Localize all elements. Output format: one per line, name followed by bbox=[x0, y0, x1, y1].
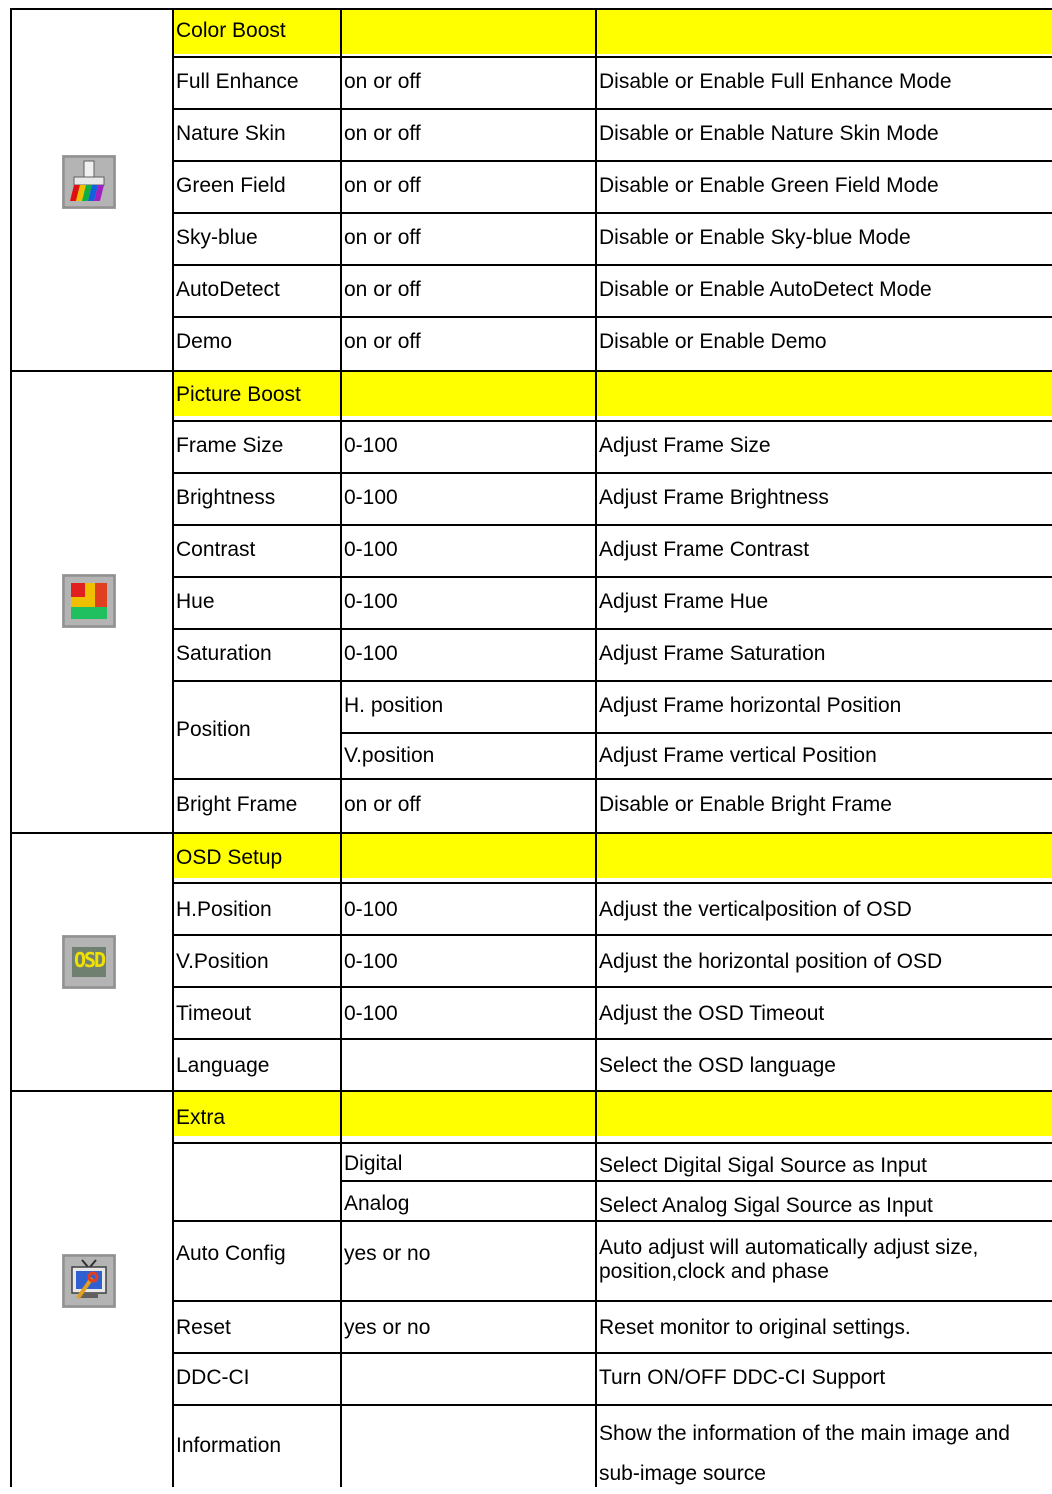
setting-description: Select the OSD language bbox=[599, 1054, 836, 1077]
setting-value: Digital bbox=[344, 1152, 403, 1175]
row-rule bbox=[172, 524, 1052, 526]
setting-name: Saturation bbox=[176, 642, 272, 665]
row-rule bbox=[172, 1352, 1052, 1354]
row-rule bbox=[340, 1180, 1052, 1182]
setting-name: Information bbox=[176, 1434, 282, 1457]
setting-name: Frame Size bbox=[176, 434, 284, 457]
setting-description: Disable or Enable Green Field Mode bbox=[599, 174, 939, 197]
setting-value: on or off bbox=[344, 330, 421, 353]
row-rule bbox=[172, 420, 1052, 422]
header-fill-extra bbox=[342, 1092, 595, 1136]
row-rule bbox=[172, 108, 1052, 110]
picture-boost-frame-icon bbox=[62, 574, 116, 628]
setting-description: Disable or Enable Sky-blue Mode bbox=[599, 226, 911, 249]
row-rule bbox=[172, 778, 1052, 780]
row-rule bbox=[172, 264, 1052, 266]
extra-tv-wrench-icon bbox=[62, 1254, 116, 1308]
setting-description: Adjust Frame Brightness bbox=[599, 486, 829, 509]
setting-value: on or off bbox=[344, 174, 421, 197]
setting-name: Language bbox=[176, 1054, 270, 1077]
setting-value: H. position bbox=[344, 694, 444, 717]
row-rule bbox=[172, 680, 1052, 682]
setting-description: Disable or Enable Demo bbox=[599, 330, 827, 353]
setting-value: yes or no bbox=[344, 1316, 431, 1339]
table-border-left bbox=[10, 8, 12, 1487]
setting-name: Reset bbox=[176, 1316, 231, 1339]
row-rule bbox=[172, 576, 1052, 578]
color-boost-brush-icon bbox=[62, 155, 116, 209]
setting-value: 0-100 bbox=[344, 1002, 398, 1025]
row-rule bbox=[172, 1300, 1052, 1302]
setting-value: on or off bbox=[344, 226, 421, 249]
osd-setup-icon bbox=[62, 935, 116, 989]
setting-name: Sky-blue bbox=[176, 226, 258, 249]
row-rule bbox=[172, 1142, 1052, 1144]
setting-value: 0-100 bbox=[344, 590, 398, 613]
setting-name: Timeout bbox=[176, 1002, 252, 1025]
header-fill-color-boost bbox=[597, 10, 1052, 54]
setting-name: Full Enhance bbox=[176, 70, 299, 93]
row-rule bbox=[172, 628, 1052, 630]
row-rule bbox=[172, 986, 1052, 988]
setting-name: Hue bbox=[176, 590, 215, 613]
setting-description: Adjust Frame horizontal Position bbox=[599, 694, 902, 717]
setting-value: on or off bbox=[344, 70, 421, 93]
setting-name: Position bbox=[176, 718, 251, 741]
setting-name: V.Position bbox=[176, 950, 269, 973]
setting-value: V.position bbox=[344, 744, 435, 767]
row-rule bbox=[172, 1038, 1052, 1040]
setting-name: AutoDetect bbox=[176, 278, 280, 301]
column-rule-2 bbox=[340, 8, 342, 1487]
setting-name: Demo bbox=[176, 330, 233, 353]
setting-value: Analog bbox=[344, 1192, 410, 1215]
header-fill-color-boost bbox=[342, 10, 595, 54]
setting-description: Show the information of the main image and sub-image source bbox=[599, 1422, 1010, 1485]
column-rule-1 bbox=[172, 8, 174, 1487]
setting-description: Disable or Enable Bright Frame bbox=[599, 793, 892, 816]
setting-description: Adjust the verticalposition of OSD bbox=[599, 898, 912, 921]
setting-name: Green Field bbox=[176, 174, 286, 197]
setting-value: 0-100 bbox=[344, 642, 398, 665]
setting-description: Disable or Enable Full Enhance Mode bbox=[599, 70, 952, 93]
setting-name: Nature Skin bbox=[176, 122, 286, 145]
row-rule bbox=[172, 1404, 1052, 1406]
setting-value: on or off bbox=[344, 793, 421, 816]
section-header-picture-boost: Picture Boost bbox=[176, 383, 301, 406]
setting-description: Adjust Frame Contrast bbox=[599, 538, 810, 561]
setting-value: on or off bbox=[344, 122, 421, 145]
setting-description: Select Analog Sigal Source as Input bbox=[599, 1194, 933, 1217]
setting-description: Turn ON/OFF DDC-CI Support bbox=[599, 1366, 886, 1389]
setting-value: 0-100 bbox=[344, 434, 398, 457]
setting-name: Bright Frame bbox=[176, 793, 298, 816]
header-fill-picture-boost bbox=[597, 372, 1052, 416]
section-header-osd-setup: OSD Setup bbox=[176, 846, 283, 869]
header-fill-extra bbox=[597, 1092, 1052, 1136]
row-rule bbox=[172, 934, 1052, 936]
setting-name: Contrast bbox=[176, 538, 256, 561]
setting-value: on or off bbox=[344, 278, 421, 301]
setting-name: Auto Config bbox=[176, 1242, 286, 1265]
setting-name: Brightness bbox=[176, 486, 276, 509]
setting-description: Adjust Frame Size bbox=[599, 434, 771, 457]
osd-icon-label: OSD bbox=[73, 948, 105, 972]
setting-name: DDC-CI bbox=[176, 1366, 250, 1389]
header-fill-osd-setup bbox=[597, 834, 1052, 878]
setting-value: yes or no bbox=[344, 1242, 431, 1265]
setting-value: 0-100 bbox=[344, 898, 398, 921]
row-rule bbox=[340, 732, 1052, 734]
row-rule bbox=[172, 316, 1052, 318]
setting-description: Select Digital Sigal Source as Input bbox=[599, 1154, 928, 1177]
row-rule bbox=[172, 472, 1052, 474]
row-rule bbox=[172, 56, 1052, 58]
setting-description: Adjust Frame Hue bbox=[599, 590, 769, 613]
setting-description: Disable or Enable AutoDetect Mode bbox=[599, 278, 932, 301]
setting-value: 0-100 bbox=[344, 486, 398, 509]
setting-description: Adjust the OSD Timeout bbox=[599, 1002, 825, 1025]
column-rule-3 bbox=[595, 8, 597, 1487]
row-rule bbox=[172, 1220, 1052, 1222]
setting-value: 0-100 bbox=[344, 950, 398, 973]
setting-description: Disable or Enable Nature Skin Mode bbox=[599, 122, 939, 145]
row-rule bbox=[172, 212, 1052, 214]
setting-name: H.Position bbox=[176, 898, 272, 921]
setting-description: Reset monitor to original settings. bbox=[599, 1316, 911, 1339]
section-header-color-boost: Color Boost bbox=[176, 19, 286, 42]
setting-description: Adjust the horizontal position of OSD bbox=[599, 950, 943, 973]
section-header-extra: Extra bbox=[176, 1106, 226, 1129]
header-fill-picture-boost bbox=[342, 372, 595, 416]
setting-value: 0-100 bbox=[344, 538, 398, 561]
row-rule bbox=[172, 882, 1052, 884]
setting-description: Adjust Frame vertical Position bbox=[599, 744, 877, 767]
row-rule bbox=[172, 160, 1052, 162]
setting-description: Adjust Frame Saturation bbox=[599, 642, 826, 665]
header-fill-osd-setup bbox=[342, 834, 595, 878]
setting-description: Auto adjust will automatically adjust size, position,clock and phase bbox=[599, 1236, 979, 1283]
